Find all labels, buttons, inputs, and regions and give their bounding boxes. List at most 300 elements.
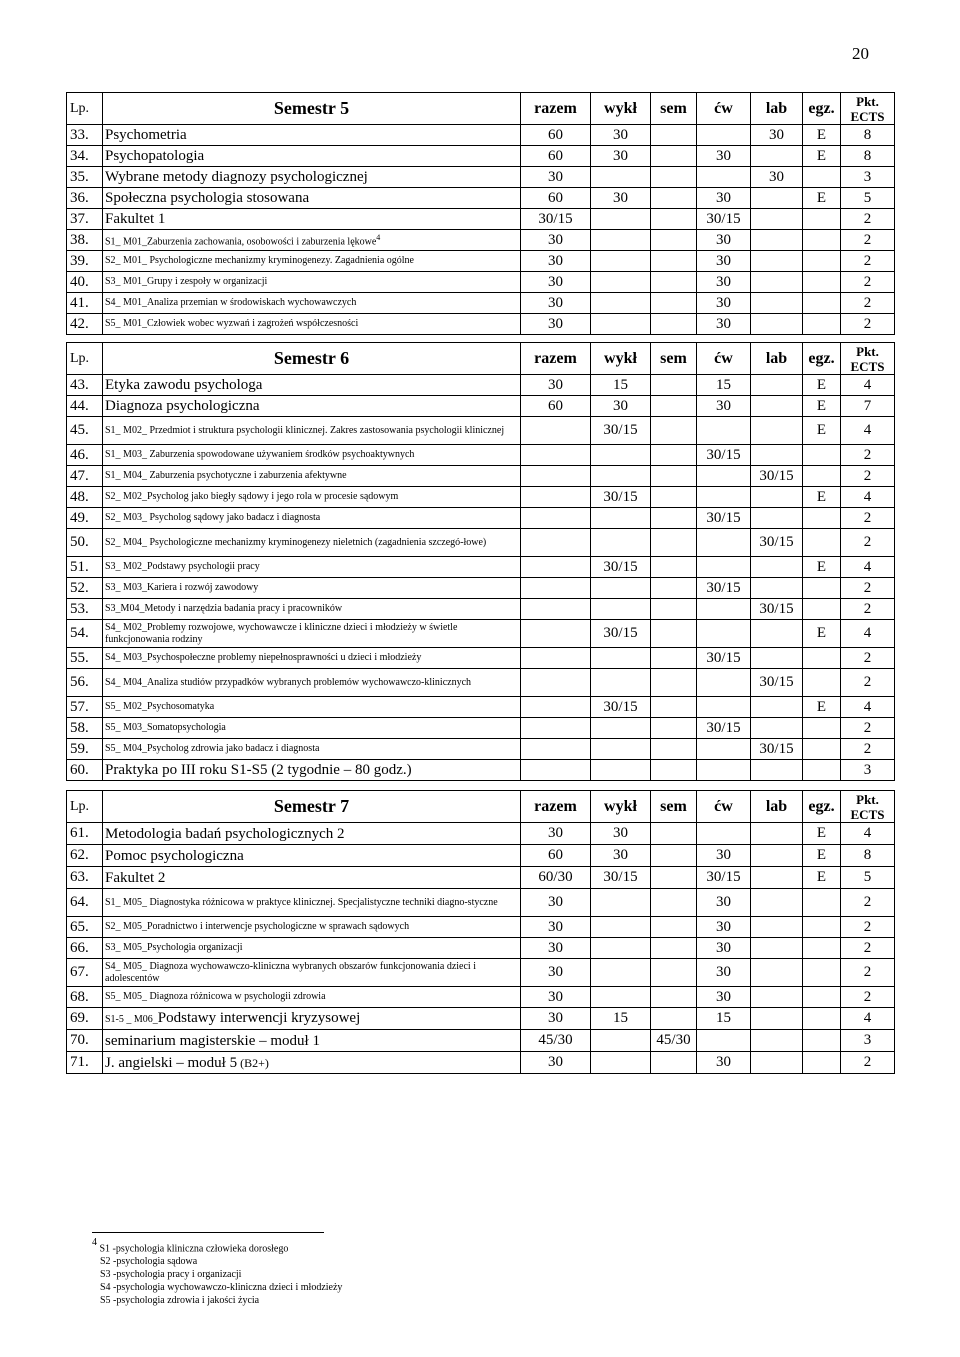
lab-cell [751, 293, 803, 314]
table-row [67, 508, 895, 529]
table-header-row [67, 93, 895, 125]
table-row [67, 648, 895, 669]
wykl-cell [591, 1052, 651, 1074]
table-row [67, 697, 895, 718]
header-lp: Lp. [67, 791, 103, 823]
table-row [67, 959, 895, 987]
lab-cell [751, 1008, 803, 1030]
cw-cell [697, 669, 751, 697]
lab-cell [751, 417, 803, 445]
cw-cell: 30 [697, 314, 751, 335]
footnotes [92, 1238, 342, 1307]
ects-cell: 2 [841, 669, 895, 697]
cw-cell: 15 [697, 1008, 751, 1030]
lab-cell [751, 146, 803, 167]
table-row [67, 417, 895, 445]
lab-cell [751, 188, 803, 209]
ects-cell: 2 [841, 529, 895, 557]
egz-cell [803, 1030, 841, 1052]
cw-cell: 30/15 [697, 508, 751, 529]
table-row [67, 599, 895, 620]
row-lp: 49. [67, 508, 103, 529]
lab-cell [751, 889, 803, 917]
lab-cell [751, 718, 803, 739]
ects-cell: 2 [841, 251, 895, 272]
course-name: S5_ M05_ Diagnoza różnicowa w psychologii zdrowia [103, 987, 521, 1008]
ects-cell: 4 [841, 487, 895, 508]
lab-cell [751, 508, 803, 529]
lab-cell [751, 578, 803, 599]
sem-cell [651, 823, 697, 845]
footnote-marker: 4 [92, 1237, 97, 1248]
cw-cell [697, 167, 751, 188]
sem-cell [651, 529, 697, 557]
ects-cell: 5 [841, 867, 895, 889]
razem-cell: 60/30 [521, 867, 591, 889]
table-row [67, 1008, 895, 1030]
row-lp: 44. [67, 396, 103, 417]
lab-cell [751, 648, 803, 669]
cw-cell: 30/15 [697, 648, 751, 669]
sem-cell [651, 578, 697, 599]
table-row [67, 557, 895, 578]
row-lp: 61. [67, 823, 103, 845]
razem-cell: 30 [521, 293, 591, 314]
sem-cell [651, 1052, 697, 1074]
sem-cell [651, 293, 697, 314]
wykl-cell [591, 445, 651, 466]
ects-cell: 2 [841, 445, 895, 466]
table-row [67, 987, 895, 1008]
ects-cell: 3 [841, 1030, 895, 1052]
row-lp: 68. [67, 987, 103, 1008]
wykl-cell [591, 230, 651, 251]
egz-cell [803, 599, 841, 620]
course-name: S1_ M01_Zaburzenia zachowania, osobowości i zaburzenia lękowe$^4$ [103, 230, 521, 251]
wykl-cell: 30/15 [591, 417, 651, 445]
egz-cell [803, 669, 841, 697]
course-name: J. angielski – moduł 5 (B2+) [103, 1052, 521, 1074]
wykl-cell [591, 987, 651, 1008]
row-lp: 43. [67, 375, 103, 396]
table-row [67, 917, 895, 938]
razem-cell: 60 [521, 125, 591, 146]
header-ects: Pkt. ECTS [841, 93, 895, 125]
row-lp: 60. [67, 760, 103, 781]
course-name: S3_ M03_Kariera i rozwój zawodowy [103, 578, 521, 599]
egz-cell: E [803, 620, 841, 648]
wykl-cell: 30 [591, 845, 651, 867]
table-row [67, 188, 895, 209]
sem-cell [651, 669, 697, 697]
egz-cell [803, 760, 841, 781]
egz-cell [803, 167, 841, 188]
sem-cell [651, 697, 697, 718]
sem-cell [651, 959, 697, 987]
ects-cell: 2 [841, 578, 895, 599]
egz-cell: E [803, 375, 841, 396]
row-lp: 51. [67, 557, 103, 578]
razem-cell [521, 620, 591, 648]
ects-cell: 2 [841, 1052, 895, 1074]
sem-cell [651, 396, 697, 417]
wykl-cell [591, 917, 651, 938]
egz-cell: E [803, 697, 841, 718]
table-row [67, 230, 895, 251]
row-lp: 66. [67, 938, 103, 959]
lab-cell [751, 272, 803, 293]
lab-cell: 30 [751, 167, 803, 188]
header-egz: egz. [803, 791, 841, 823]
razem-cell: 60 [521, 146, 591, 167]
egz-cell: E [803, 396, 841, 417]
semester-table [66, 790, 895, 1074]
egz-cell [803, 251, 841, 272]
razem-cell: 30 [521, 917, 591, 938]
razem-cell [521, 557, 591, 578]
sem-cell [651, 251, 697, 272]
table-row [67, 823, 895, 845]
ects-cell: 2 [841, 599, 895, 620]
table-row [67, 293, 895, 314]
header-egz: egz. [803, 343, 841, 375]
wykl-cell: 30/15 [591, 620, 651, 648]
sem-cell [651, 599, 697, 620]
table-row [67, 889, 895, 917]
row-lp: 62. [67, 845, 103, 867]
lab-cell: 30/15 [751, 739, 803, 760]
course-name: S2_ M01_ Psychologiczne mechanizmy kryminogenezy. Zagadnienia ogólne [103, 251, 521, 272]
row-lp: 65. [67, 917, 103, 938]
razem-cell [521, 445, 591, 466]
wykl-cell [591, 293, 651, 314]
lab-cell [751, 845, 803, 867]
lab-cell [751, 917, 803, 938]
table-row [67, 867, 895, 889]
cw-cell: 30/15 [697, 445, 751, 466]
razem-cell [521, 760, 591, 781]
row-lp: 58. [67, 718, 103, 739]
row-lp: 45. [67, 417, 103, 445]
egz-cell: E [803, 845, 841, 867]
ects-cell: 8 [841, 125, 895, 146]
lab-cell: 30 [751, 125, 803, 146]
egz-cell [803, 578, 841, 599]
sem-cell [651, 938, 697, 959]
footnote-line: $^4$ S1 -psychologia kliniczna człowieka dorosłego [92, 1237, 289, 1255]
row-lp: 39. [67, 251, 103, 272]
cw-cell [697, 620, 751, 648]
course-name: S2_ M04_ Psychologiczne mechanizmy kryminogenezy nieletnich (zagadnienia szczegó-łowe) [103, 529, 521, 557]
row-lp: 57. [67, 697, 103, 718]
cw-cell [697, 1030, 751, 1052]
course-name: S2_ M03_ Psycholog sądowy jako badacz i diagnosta [103, 508, 521, 529]
header-wykl: wykł [591, 343, 651, 375]
course-name: S4_ M02_Problemy rozwojowe, wychowawcze i kliniczne dzieci i młodzieży w świetle funkcjonowania rodziny [103, 620, 521, 648]
header-lab: lab [751, 791, 803, 823]
wykl-cell [591, 578, 651, 599]
razem-cell [521, 466, 591, 487]
egz-cell: E [803, 125, 841, 146]
table-row [67, 669, 895, 697]
cw-cell: 30/15 [697, 209, 751, 230]
header-sem: sem [651, 343, 697, 375]
razem-cell: 60 [521, 845, 591, 867]
header-wykl: wykł [591, 93, 651, 125]
cw-cell [697, 760, 751, 781]
ects-cell: 4 [841, 417, 895, 445]
egz-cell [803, 293, 841, 314]
table-row [67, 396, 895, 417]
course-name: S1_ M05_ Diagnostyka różnicowa w praktyce klinicznej. Specjalistyczne techniki diagno-styczne [103, 889, 521, 917]
ects-cell: 4 [841, 620, 895, 648]
sem-cell [651, 445, 697, 466]
cw-cell: 30 [697, 938, 751, 959]
razem-cell: 30 [521, 889, 591, 917]
header-razem: razem [521, 791, 591, 823]
razem-cell [521, 508, 591, 529]
footnote-line: S5 -psychologia zdrowia i jakości życia [100, 1295, 260, 1307]
table-row [67, 845, 895, 867]
lab-cell [751, 396, 803, 417]
lab-cell [751, 760, 803, 781]
ects-cell: 4 [841, 823, 895, 845]
razem-cell: 45/30 [521, 1030, 591, 1052]
sem-cell [651, 314, 697, 335]
row-lp: 71. [67, 1052, 103, 1074]
cw-cell: 30 [697, 396, 751, 417]
egz-cell: E [803, 417, 841, 445]
course-name: Wybrane metody diagnozy psychologicznej [103, 167, 521, 188]
footnote-line: S2 -psychologia sądowa [100, 1256, 198, 1268]
sem-cell: 45/30 [651, 1030, 697, 1052]
ects-cell: 4 [841, 557, 895, 578]
table-header-row [67, 791, 895, 823]
egz-cell: E [803, 188, 841, 209]
course-name: Diagnoza psychologiczna [103, 396, 521, 417]
cw-cell [697, 125, 751, 146]
cw-cell: 30/15 [697, 578, 751, 599]
lab-cell [751, 938, 803, 959]
razem-cell [521, 669, 591, 697]
wykl-cell [591, 889, 651, 917]
sem-cell [651, 146, 697, 167]
course-name: Fakultet 2 [103, 867, 521, 889]
lab-cell: 30/15 [751, 599, 803, 620]
egz-cell [803, 230, 841, 251]
course-name: Społeczna psychologia stosowana [103, 188, 521, 209]
lab-cell [751, 620, 803, 648]
row-lp: 64. [67, 889, 103, 917]
cw-cell: 30 [697, 230, 751, 251]
course-name: Fakultet 1 [103, 209, 521, 230]
wykl-cell [591, 167, 651, 188]
ects-cell: 8 [841, 845, 895, 867]
table-row [67, 620, 895, 648]
row-lp: 38. [67, 230, 103, 251]
egz-cell [803, 466, 841, 487]
wykl-cell: 30 [591, 396, 651, 417]
wykl-cell: 30 [591, 125, 651, 146]
ects-cell: 2 [841, 293, 895, 314]
cw-cell: 15 [697, 375, 751, 396]
course-name: S4_ M04_Analiza studiów przypadków wybranych problemów wychowawczo-klinicznych [103, 669, 521, 697]
wykl-cell [591, 599, 651, 620]
row-lp: 42. [67, 314, 103, 335]
wykl-cell [591, 314, 651, 335]
ects-cell: 2 [841, 314, 895, 335]
header-cw: ćw [697, 93, 751, 125]
razem-cell: 30 [521, 1008, 591, 1030]
razem-cell [521, 578, 591, 599]
ects-cell: 2 [841, 718, 895, 739]
row-lp: 67. [67, 959, 103, 987]
razem-cell: 30 [521, 251, 591, 272]
course-name: Psychometria [103, 125, 521, 146]
wykl-cell [591, 739, 651, 760]
course-name: Metodologia badań psychologicznych 2 [103, 823, 521, 845]
razem-cell: 30 [521, 375, 591, 396]
sem-cell [651, 760, 697, 781]
sem-cell [651, 125, 697, 146]
lab-cell [751, 445, 803, 466]
lab-cell [751, 959, 803, 987]
cw-cell: 30 [697, 889, 751, 917]
razem-cell: 30 [521, 987, 591, 1008]
ects-cell: 2 [841, 889, 895, 917]
razem-cell [521, 599, 591, 620]
lab-cell [751, 230, 803, 251]
ects-cell: 3 [841, 167, 895, 188]
razem-cell [521, 417, 591, 445]
cw-cell [697, 599, 751, 620]
wykl-cell [591, 508, 651, 529]
table-row [67, 1052, 895, 1074]
row-lp: 37. [67, 209, 103, 230]
sem-cell [651, 739, 697, 760]
sem-cell [651, 466, 697, 487]
row-lp: 41. [67, 293, 103, 314]
ects-cell: 2 [841, 209, 895, 230]
cw-cell: 30 [697, 959, 751, 987]
cw-cell [697, 529, 751, 557]
egz-cell: E [803, 487, 841, 508]
wykl-cell [591, 466, 651, 487]
header-ects: Pkt. ECTS [841, 343, 895, 375]
wykl-cell: 30 [591, 146, 651, 167]
wykl-cell [591, 938, 651, 959]
row-lp: 34. [67, 146, 103, 167]
egz-cell [803, 959, 841, 987]
cw-cell [697, 823, 751, 845]
course-name: S3_ M02_Podstawy psychologii pracy [103, 557, 521, 578]
row-lp: 33. [67, 125, 103, 146]
ects-cell: 2 [841, 959, 895, 987]
razem-cell: 30 [521, 823, 591, 845]
ects-cell: 2 [841, 648, 895, 669]
lab-cell [751, 251, 803, 272]
header-wykl: wykł [591, 791, 651, 823]
sem-cell [651, 648, 697, 669]
lab-cell [751, 697, 803, 718]
table-row [67, 125, 895, 146]
egz-cell: E [803, 146, 841, 167]
wykl-cell [591, 272, 651, 293]
sem-cell [651, 508, 697, 529]
wykl-cell: 30/15 [591, 697, 651, 718]
ects-cell: 4 [841, 375, 895, 396]
cw-cell: 30 [697, 987, 751, 1008]
sem-cell [651, 209, 697, 230]
row-lp: 56. [67, 669, 103, 697]
razem-cell [521, 529, 591, 557]
semester-title: Semestr 6 [103, 343, 521, 375]
semester-title: Semestr 5 [103, 93, 521, 125]
course-name: S5_ M04_Psycholog zdrowia jako badacz i diagnosta [103, 739, 521, 760]
course-name: S1_ M02_ Przedmiot i struktura psychologii klinicznej. Zakres zastosowania psychologii klinicznej [103, 417, 521, 445]
wykl-cell: 30/15 [591, 867, 651, 889]
cw-cell: 30 [697, 293, 751, 314]
lab-cell: 30/15 [751, 669, 803, 697]
cw-cell: 30 [697, 272, 751, 293]
lab-cell [751, 487, 803, 508]
cw-cell [697, 697, 751, 718]
egz-cell [803, 938, 841, 959]
table-row [67, 146, 895, 167]
razem-cell: 30 [521, 314, 591, 335]
egz-cell [803, 445, 841, 466]
ects-cell: 2 [841, 938, 895, 959]
sem-cell [651, 1008, 697, 1030]
razem-cell: 30 [521, 959, 591, 987]
row-lp: 70. [67, 1030, 103, 1052]
course-name: S5_ M01_Człowiek wobec wyzwań i zagrożeń współczesności [103, 314, 521, 335]
course-name: S2_ M05_Poradnictwo i interwencje psychologiczne w sprawach sądowych [103, 917, 521, 938]
course-name: S3_M04_Metody i narzędzia badania pracy i pracowników [103, 599, 521, 620]
table-row [67, 445, 895, 466]
egz-cell [803, 648, 841, 669]
table-row [67, 578, 895, 599]
egz-cell: E [803, 823, 841, 845]
ects-cell: 4 [841, 1008, 895, 1030]
lab-cell [751, 209, 803, 230]
ects-cell: 2 [841, 917, 895, 938]
sem-cell [651, 867, 697, 889]
row-lp: 40. [67, 272, 103, 293]
razem-cell: 60 [521, 188, 591, 209]
egz-cell [803, 314, 841, 335]
header-ects: Pkt. ECTS [841, 791, 895, 823]
sem-cell [651, 188, 697, 209]
table-row [67, 466, 895, 487]
cw-cell [697, 739, 751, 760]
cw-cell [697, 417, 751, 445]
egz-cell [803, 987, 841, 1008]
wykl-cell: 30 [591, 823, 651, 845]
table-row [67, 1030, 895, 1052]
wykl-cell [591, 669, 651, 697]
course-name: S4_ M05_ Diagnoza wychowawczo-kliniczna wybranych obszarów funkcjonowania dzieci i adolescentów [103, 959, 521, 987]
header-sem: sem [651, 93, 697, 125]
ects-cell: 2 [841, 739, 895, 760]
sem-cell [651, 987, 697, 1008]
lab-cell [751, 1052, 803, 1074]
ects-cell: 2 [841, 230, 895, 251]
cw-cell: 30 [697, 251, 751, 272]
cw-cell [697, 557, 751, 578]
cw-cell: 30 [697, 845, 751, 867]
header-sem: sem [651, 791, 697, 823]
